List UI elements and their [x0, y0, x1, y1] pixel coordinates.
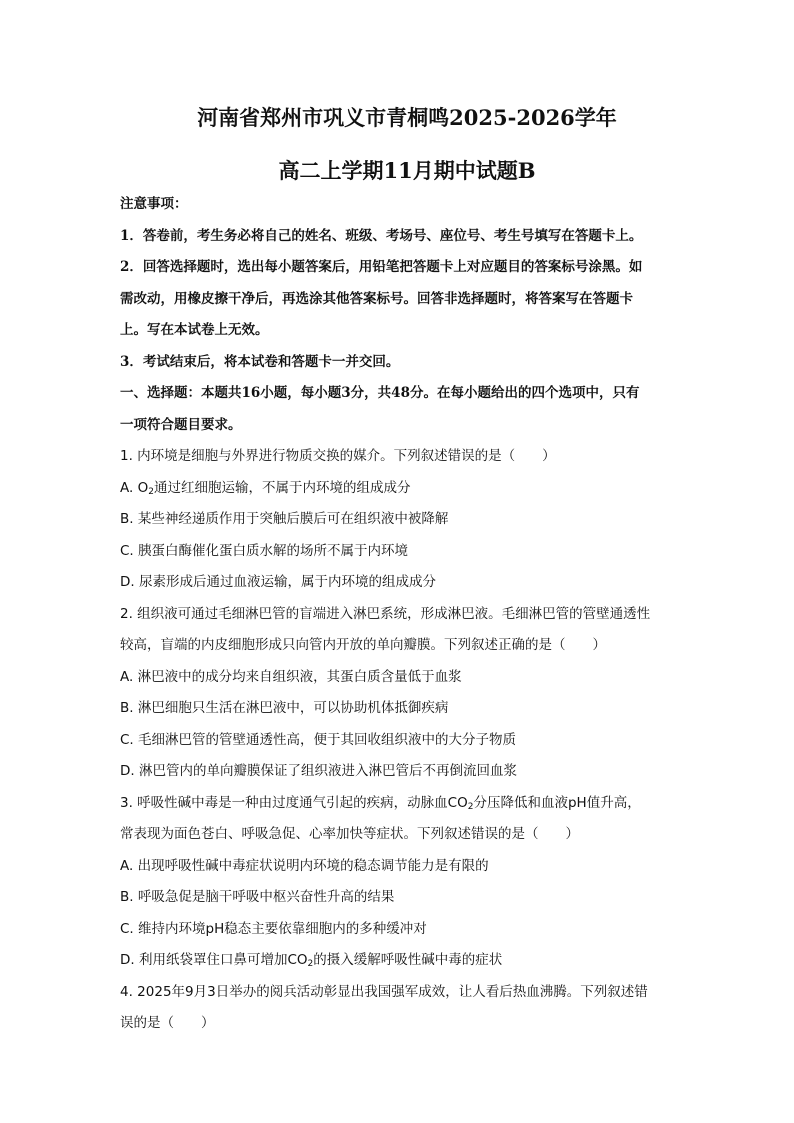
option-text: 的摄入缓解呼吸性碱中毒的症状: [313, 952, 503, 968]
option-text: D. 利用纸袋罩住口鼻可增加CO: [120, 952, 308, 968]
section-heading-line-2: 一项符合题目要求。: [120, 416, 242, 433]
question-3-option-c: C. 维持内环境pH稳态主要依靠细胞内的多种缓冲对: [120, 920, 427, 937]
subscript: 2: [307, 959, 314, 969]
question-1-option-a: [120, 473, 694, 505]
notice-item-2-line-1: 2．回答选择题时，选出每小题答案后，用铅笔把答题卡上对应题目的答案标号涂黑。如: [120, 259, 643, 275]
question-2-option-a: A. 淋巴液中的成分均来自组织液，其蛋白质含量低于血浆: [120, 668, 462, 685]
question-2-option-c: C. 毛细淋巴管的管壁通透性高，便于其回收组织液中的大分子物质: [120, 731, 517, 748]
question-2-stem-line-1: 2. 组织液可通过毛细淋巴管的盲端进入淋巴系统，形成淋巴液。毛细淋巴管的管壁通透性: [120, 605, 651, 622]
question-3-option-a: A. 出现呼吸性碱中毒症状说明内环境的稳态调节能力是有限的: [120, 857, 489, 874]
question-text: 分压降低和血液pH值升高，: [473, 794, 641, 811]
question-1-stem: 1. 内环境是细胞与外界进行物质交换的媒介。下列叙述错误的是（ ）: [120, 448, 556, 464]
notice-item-2-line-3: 上。写在本试卷上无效。: [120, 322, 269, 338]
section-heading-line-1: 一、选择题：本题共16小题，每小题3分，共48分。在每小题给出的四个选项中，只有: [120, 385, 640, 401]
notice-block: [120, 189, 694, 441]
option-text: 通过红细胞运输，不属于内环境的组成成分: [153, 479, 411, 496]
question-4-stem-line-1: 4. 2025年9月3日举办的阅兵活动彰显出我国强军成效，让人看后热血沸腾。下列叙述错: [120, 983, 648, 1000]
question-3-option-b: B. 呼吸急促是脑干呼吸中枢兴奋性升高的结果: [120, 889, 395, 905]
subscript: 2: [467, 801, 474, 812]
exam-title-line-1: 河南省郑州市巩义市青桐鸣2025-2026学年: [197, 105, 617, 130]
subscript: 2: [148, 486, 154, 497]
question-4-stem-line-2: 误的是（ ）: [120, 1015, 215, 1031]
question-1-option-b: B. 某些神经递质作用于突触后膜后可在组织液中被降解: [120, 511, 449, 527]
question-list: [120, 441, 694, 1040]
notice-item-1: 1．答卷前，考生务必将自己的姓名、班级、考场号、座位号、考生号填写在答题卡上。: [120, 227, 643, 244]
question-3-stem-line-2: 常表现为面色苍白、呼吸急促、心率加快等症状。下列叙述错误的是（ ）: [120, 826, 579, 842]
notice-item-3: 3．考试结束后，将本试卷和答题卡一并交回。: [120, 353, 400, 370]
question-1-option-d: D. 尿素形成后通过血液运输，属于内环境的组成成分: [120, 574, 436, 590]
question-2-option-b: B. 淋巴细胞只生活在淋巴液中，可以协助机体抵御疾病: [120, 700, 449, 716]
question-3-stem-line-1: [120, 788, 694, 820]
question-2-option-d: D. 淋巴管内的单向瓣膜保证了组织液进入淋巴管后不再倒流回血浆: [120, 763, 517, 779]
question-3-option-d: [120, 945, 694, 977]
question-text: 3. 呼吸性碱中毒是一种由过度通气引起的疾病，动脉血CO: [120, 794, 468, 811]
notice-item-2-line-2: 需改动，用橡皮擦干净后，再选涂其他答案标号。回答非选择题时，将答案写在答题卡: [120, 290, 633, 307]
question-1-option-c: C. 胰蛋白酶催化蛋白质水解的场所不属于内环境: [120, 542, 409, 559]
option-text: A. O: [120, 479, 149, 496]
question-2-stem-line-2: 较高，盲端的内皮细胞形成只向管内开放的单向瓣膜。下列叙述正确的是（ ）: [120, 637, 606, 653]
exam-title-line-2: 高二上学期11月期中试题B: [278, 158, 536, 183]
notice-heading: 注意事项：: [120, 196, 188, 212]
